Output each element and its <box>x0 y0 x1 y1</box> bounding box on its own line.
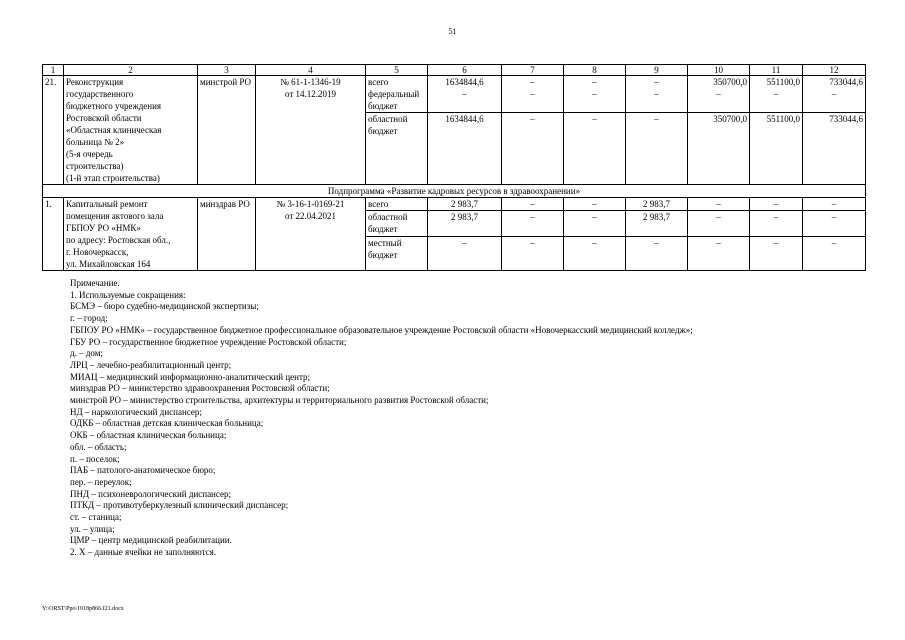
value-cell <box>626 76 688 113</box>
text-line: Капитальный ремонт <box>66 199 148 209</box>
value-cell: – <box>688 198 750 211</box>
value-line: – <box>530 89 535 99</box>
value-cell: – <box>750 211 803 236</box>
text-line: от 22.04.2021 <box>284 211 337 221</box>
header-cell: 6 <box>428 65 502 76</box>
text-line: бюджет <box>368 224 398 235</box>
value-cell: – <box>750 198 803 211</box>
value-line: – <box>530 77 535 87</box>
text-line: федеральный <box>368 89 420 99</box>
value-line: 1634844,6 <box>445 77 484 87</box>
value-cell: 2 983,7 <box>626 211 688 236</box>
object-name-cell <box>64 76 198 185</box>
note-line: пер. – переулок; <box>70 476 132 487</box>
subprogram-title: Подпрограмма «Развитие кадровых ресурсов в здравоохранении» <box>43 185 866 198</box>
text-line: строительства) <box>66 161 124 171</box>
value-cell: – <box>750 236 803 270</box>
note-line: БСМЭ – бюро судебно-медицинской экспертизы; <box>70 301 259 312</box>
row-number: 21. <box>43 76 64 185</box>
text-line: бюджет <box>368 249 398 260</box>
funding-source-cell: всего <box>366 198 428 211</box>
note-line: ПТКД – противотуберкулезный клинический диспансер; <box>70 500 289 511</box>
text-line: ул. Михайловская 164 <box>66 259 151 269</box>
notes-block <box>70 278 693 559</box>
header-cell: 3 <box>198 65 256 76</box>
value-cell: 733044,6 <box>803 113 866 185</box>
value-cell <box>502 76 564 113</box>
header-cell: 9 <box>626 65 688 76</box>
header-cell: 11 <box>750 65 803 76</box>
funding-source-cell <box>366 211 428 236</box>
text-line: бюджетного учреждения <box>66 101 162 111</box>
funding-source-cell <box>366 113 428 185</box>
value-cell: 2 983,7 <box>428 198 502 211</box>
note-line: ПАБ – патолого-анатомическое бюро; <box>70 465 216 476</box>
note-line: обл. – область; <box>70 441 127 452</box>
value-cell <box>750 76 803 113</box>
page-number: 51 <box>448 27 457 36</box>
text-line: от 14.12.2019 <box>284 89 337 99</box>
value-line: – <box>654 77 659 87</box>
note-line: НД – наркологический диспансер; <box>70 406 202 417</box>
value-cell: 2 983,7 <box>626 198 688 211</box>
value-line: – <box>831 89 837 99</box>
note-line: ЛРЦ – лечебно-реабилитационный центр; <box>70 359 232 370</box>
text-line: № 61-1-1346-19 <box>280 77 341 87</box>
value-cell: – <box>502 113 564 185</box>
value-cell: – <box>688 236 750 270</box>
value-cell: – <box>502 236 564 270</box>
note-line: 2. Х – данные ячейки не заполняются. <box>70 547 217 558</box>
value-cell: – <box>502 211 564 236</box>
value-cell <box>564 76 626 113</box>
text-line: областной <box>368 212 408 223</box>
value-cell: – <box>428 236 502 270</box>
value-cell <box>803 76 866 113</box>
document-cell <box>256 76 366 185</box>
value-line: – <box>773 89 779 99</box>
text-line: местный <box>368 237 402 248</box>
header-cell: 8 <box>564 65 626 76</box>
organization-cell: минздрав РО <box>198 198 256 271</box>
value-line: – <box>462 89 467 99</box>
text-line: № 3-16-1-0169-21 <box>276 199 345 209</box>
header-row <box>43 65 866 76</box>
text-line: областной <box>368 114 408 125</box>
text-line: г. Новочеркасск, <box>66 247 129 257</box>
text-line: Реконструкция <box>66 77 124 87</box>
value-cell: – <box>502 198 564 211</box>
funding-source-cell <box>366 76 428 113</box>
value-cell: – <box>688 211 750 236</box>
value-cell: – <box>803 211 866 236</box>
header-cell: 2 <box>64 65 198 76</box>
header-cell: 1 <box>43 65 64 76</box>
value-cell: – <box>564 198 626 211</box>
note-line: 1. Используемые сокращения: <box>70 289 186 300</box>
value-line: – <box>716 89 721 99</box>
funding-source-cell <box>366 236 428 270</box>
value-line: 350700,0 <box>713 77 747 87</box>
note-line: ЦМР – центр медицинской реабилитации. <box>70 535 232 546</box>
text-line: ГБПОУ РО «НМК» <box>66 223 141 233</box>
text-line: помещения актового зала <box>66 211 164 221</box>
value-line: – <box>654 89 659 99</box>
note-line: ОКБ – областная клиническая больница; <box>70 430 227 441</box>
subprogram-row <box>43 185 866 198</box>
note-line: д. – дом; <box>70 348 103 359</box>
header-cell: 12 <box>803 65 866 76</box>
text-line: по адресу: Ростовская обл., <box>66 235 171 245</box>
organization-cell: минстрой РО <box>198 76 256 185</box>
document-cell <box>256 198 366 271</box>
text-line: государственного <box>66 89 134 99</box>
note-line: минздрав РО – министерство здравоохранения Ростовской области; <box>70 383 330 394</box>
header-cell: 5 <box>366 65 428 76</box>
value-cell: 1634844,6 <box>428 113 502 185</box>
note-line: ст. – станица; <box>70 512 122 523</box>
text-line: бюджет <box>368 101 398 111</box>
note-line: п. – поселок; <box>70 453 120 464</box>
value-cell: 551100,0 <box>750 113 803 185</box>
text-line: (5-я очередь <box>66 149 113 159</box>
text-line: (1-й этап строительства) <box>66 173 160 183</box>
value-cell: – <box>803 198 866 211</box>
note-line: МИАЦ – медицинский информационно-аналитический центр; <box>70 371 310 382</box>
file-path-footer: Y:\ORST\Ppo\1018p866.f21.docx <box>42 606 124 612</box>
note-line: ОДКБ – областная детская клиническая больница; <box>70 418 264 429</box>
header-cell: 10 <box>688 65 750 76</box>
text-line: бюджет <box>368 126 398 137</box>
header-cell: 7 <box>502 65 564 76</box>
value-cell: – <box>564 236 626 270</box>
value-cell: – <box>626 113 688 185</box>
value-cell: 2 983,7 <box>428 211 502 236</box>
table-row <box>43 198 866 211</box>
value-line: 733044,6 <box>829 77 863 87</box>
object-name-cell <box>64 198 198 271</box>
value-cell <box>688 76 750 113</box>
header-cell: 4 <box>256 65 366 76</box>
note-line: ПНД – психоневрологический диспансер; <box>70 488 231 499</box>
note-line: Примечание. <box>70 278 120 288</box>
value-cell <box>428 76 502 113</box>
value-cell: – <box>564 211 626 236</box>
value-cell: – <box>803 236 866 270</box>
value-cell: – <box>564 113 626 185</box>
financing-table <box>42 64 866 271</box>
note-line: ГБУ РО – государственное бюджетное учреждение Ростовской области; <box>70 336 347 347</box>
value-line: – <box>592 77 597 87</box>
note-line: минстрой РО – министерство строительства, архитектуры и территориального развития Ростовской области; <box>70 395 489 406</box>
note-line: ГБПОУ РО «НМК» – государственное бюджетное профессиональное образовательное учреждение Ростовской области «Новочеркасский медицинский колледж»; <box>70 324 693 335</box>
value-cell: 350700,0 <box>688 113 750 185</box>
table-row <box>43 76 866 113</box>
value-line: 551100,0 <box>766 77 800 87</box>
row-number: 1. <box>43 198 64 271</box>
value-cell: – <box>626 236 688 270</box>
text-line: больница № 2» <box>66 137 125 147</box>
text-line: всего <box>368 77 389 87</box>
value-line: – <box>592 89 597 99</box>
note-line: ул. – улица; <box>70 523 115 534</box>
text-line: «Областная клиническая <box>66 125 162 135</box>
text-line: Ростовской области <box>66 113 142 123</box>
note-line: г. – город; <box>70 313 108 324</box>
